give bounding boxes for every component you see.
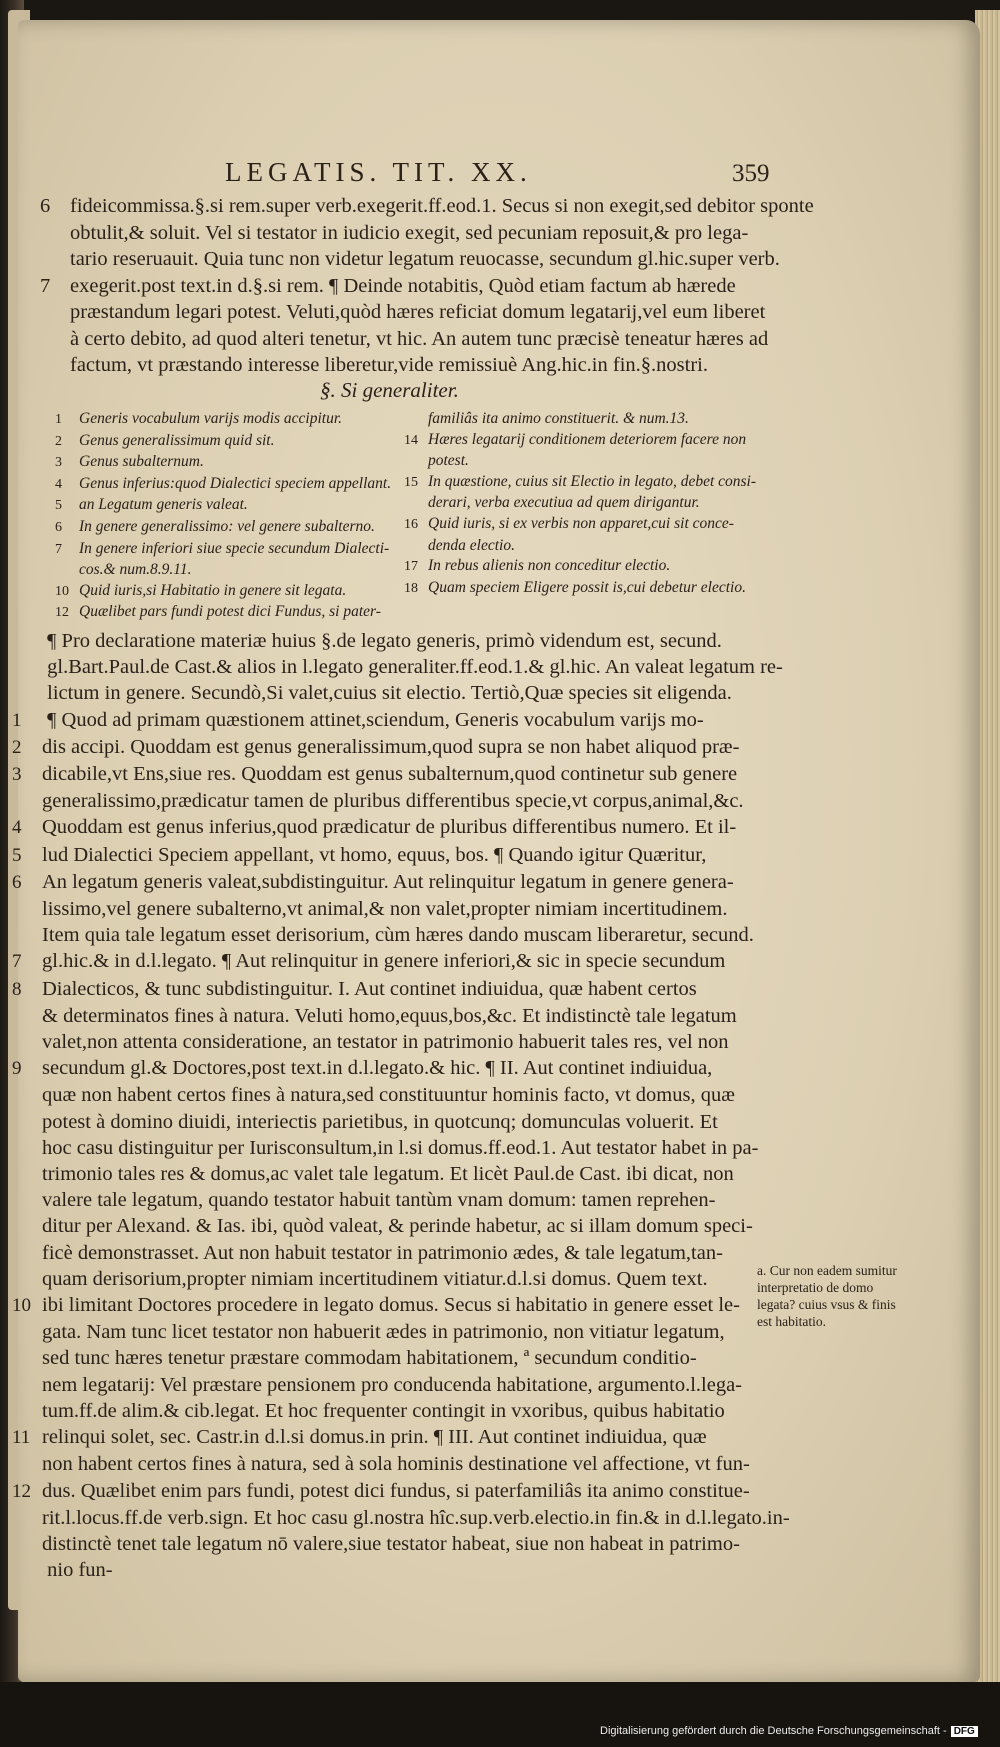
text-line (55, 602, 415, 624)
text-line (40, 273, 770, 300)
line-number: 14 (404, 432, 418, 448)
line-text: Item quia tale legatum esset derisorium, cùm hæres dando muscam liberaretur, secund. (42, 924, 754, 947)
line-text: generalissimo,prædicatur tamen de pluribus differentibus specie,vt corpus,animal,&c. (42, 790, 744, 813)
text-line (55, 560, 415, 581)
text-line (40, 326, 770, 353)
text-line (12, 1451, 792, 1477)
text-line (55, 517, 415, 539)
line-text: In rebus alienis non conceditur electio. (428, 557, 671, 575)
line-number: 1 (12, 709, 22, 731)
line-text: ¶ Pro declaratione materiæ huius §.de legato generis, primò videndum est, secund. (42, 630, 722, 652)
line-text: Quam speciem Eligere possit is,cui debetur electio. (428, 578, 746, 596)
line-text: gata. Nam tunc licet testator non habuerit ædes in patrimonio, non vitiatur legatum, (42, 1321, 725, 1344)
line-text: hoc casu distinguitur per Iurisconsultum,in l.si domus.ff.eod.1. Aut testator habet in pa- (42, 1136, 759, 1159)
text-line (55, 474, 415, 496)
line-text: Generis vocabulum varijs modis accipitur. (79, 410, 343, 427)
text-line (12, 1531, 792, 1557)
line-text: quæ non habent certos fines à natura,sed constituuntur hominis facto, vt domus, quæ (42, 1084, 735, 1107)
line-text: an Legatum generis valeat. (79, 496, 248, 514)
line-text: exegerit.post text.in d.§.si rem. ¶ Deinde notabitis, Quòd etiam factum ab hærede (70, 274, 736, 297)
margin-note: a. Cur non eadem sumitur interpretatio de domo legata? cuius vsus & finis est habitatio. (757, 1263, 897, 1329)
text-line (12, 1187, 792, 1213)
line-text: secundum gl.& Doctores,post text.in d.l.legato.& hic. ¶ II. Aut continet indiuidua, (42, 1057, 713, 1080)
text-line (12, 1398, 792, 1424)
text-line (40, 220, 770, 247)
line-text: Genus inferius:quod Dialectici speciem appellant. (79, 474, 392, 492)
scan-bottom-margin (0, 1682, 1000, 1747)
line-text: ibi limitant Doctores procedere in legato domus. Secus si habitatio in genere esset le- (42, 1294, 740, 1317)
line-text: Genus subalternum. (79, 453, 204, 471)
line-number: 7 (12, 951, 22, 973)
text-line (12, 1213, 792, 1239)
line-text: dicabile,vt Ens,siue res. Quoddam est genus subalternum,quod continetur sub genere (42, 763, 738, 786)
text-line (404, 514, 774, 536)
line-text: relinqui solet, sec. Castr.in d.l.si domus.in prin. ¶ III. Aut continet indiuidua, quæ (42, 1426, 707, 1449)
line-number: 1 (55, 412, 62, 427)
text-line (404, 578, 774, 600)
text-line (12, 1372, 792, 1398)
line-number: 5 (55, 498, 62, 514)
line-text: potest. (428, 452, 469, 470)
line-text: fideicommissa.§.si rem.super verb.exegerit.ff.eod.1. Secus si non exegit,sed debitor sponte (70, 195, 814, 217)
line-number: 5 (12, 844, 22, 866)
text-line (12, 922, 792, 948)
line-text: non habent certos fines à natura, sed à sola hominis destinatione vel affectione, vt fun- (42, 1453, 750, 1476)
line-text: In genere inferiori siue specie secundum Dialecti- (79, 539, 390, 557)
line-text: lud Dialectici Speciem appellant, vt homo, equus, bos. ¶ Quando igitur Quæritur, (42, 843, 707, 866)
line-text: à certo debito, ad quod alteri tenetur, vt hic. An autem tunc præcisè teneatur hæres ad (70, 327, 769, 350)
text-line (404, 556, 774, 578)
line-text: lissimo,vel genere subalterno,vt animal,& non valet,propter nimiam incertitudinem. (42, 898, 728, 921)
line-text: præstandum legari potest. Veluti,quòd hæres reficiat domum legatarij,vel eum liberet (70, 301, 766, 323)
text-line (12, 788, 792, 814)
text-line (12, 654, 792, 680)
line-number: 4 (12, 817, 22, 839)
line-text: nio fun- (42, 1559, 113, 1582)
text-line (12, 1292, 792, 1319)
text-line (12, 1029, 792, 1055)
line-text: In genere generalissimo: vel genere subalterno. (79, 517, 375, 535)
line-text: lictum in genere. Secundò,Si valet,cuius sit electio. Tertiò,Quæ species sit eligenda. (42, 682, 732, 705)
text-line (12, 1003, 792, 1029)
line-number: 12 (12, 1480, 31, 1502)
line-number: 4 (55, 476, 62, 492)
text-line (12, 948, 792, 975)
line-number: 6 (55, 519, 62, 535)
line-number: 7 (55, 541, 62, 557)
text-line (55, 431, 415, 453)
line-text: ¶ Quod ad primam quæstionem attinet,sciendum, Generis vocabulum varijs mo- (42, 708, 704, 731)
line-text: distinctè tenet tale legatum nō valere,siue testator habeat, siue non habeat in patrimo- (42, 1532, 740, 1555)
line-text: Hæres legatarij conditionem deteriorem facere non (428, 430, 747, 448)
text-line (12, 1266, 792, 1292)
text-line (404, 536, 774, 557)
text-line (12, 1345, 792, 1371)
line-text: & determinatos fines à natura. Veluti homo,equus,bos,&c. Et indistinctè tale legatum (42, 1004, 737, 1027)
line-number: 6 (12, 871, 22, 893)
text-line (12, 761, 792, 788)
line-text: factum, vt præstando interesse liberetur,vide remissiuè Ang.hic.in fin.§.nostri. (70, 354, 708, 376)
text-line (12, 680, 792, 706)
text-line (12, 1557, 792, 1583)
text-line (404, 451, 774, 472)
line-text: Quælibet pars fundi potest dici Fundus, si pater- (79, 603, 381, 621)
text-line (55, 495, 415, 517)
line-number: 16 (404, 516, 418, 532)
line-text: Quid iuris, si ex verbis non apparet,cui sit conce- (428, 514, 734, 532)
line-text: Dialecticos, & tunc subdistinguitur. I. Aut continet indiuidua, quæ habent certos (42, 977, 697, 1000)
text-line (55, 409, 415, 431)
line-text: cos.& num.8.9.11. (79, 561, 192, 579)
line-number: 3 (55, 455, 62, 471)
text-line (12, 1135, 792, 1161)
line-text: rit.l.locus.ff.de verb.sign. Et hoc casu gl.nostra hîc.sup.verb.electio.in fin.& in d.l.legato.in- (42, 1506, 790, 1529)
line-number: 8 (12, 978, 22, 1000)
line-text: derari, verba executiua ad quem dirigantur. (428, 494, 700, 512)
text-line (40, 352, 770, 379)
line-text: trimonio tales res & domus,ac valet tale legatum. Et licèt Paul.de Cast. ibi dicat, non (42, 1163, 734, 1186)
line-number: 2 (12, 736, 22, 758)
line-number: 9 (12, 1058, 22, 1080)
line-number: 11 (12, 1427, 31, 1449)
line-text: valere tale legatum, quando testator habuit tantùm vnam domum: tamen reprehen- (42, 1189, 716, 1212)
dfg-logo: DFG (951, 1726, 978, 1737)
text-line (12, 734, 792, 761)
line-text: Genus generalissimum quid sit. (79, 431, 275, 449)
line-text: potest à domino diuidi, interiectis parietibus, in quotcunq; domunculas voluerit. Et (42, 1110, 718, 1133)
text-line (55, 452, 415, 474)
line-number: 10 (12, 1295, 31, 1317)
text-line (12, 1161, 792, 1187)
text-line (55, 539, 415, 561)
text-line (12, 842, 792, 869)
line-number: 3 (12, 764, 22, 786)
text-line (12, 1424, 792, 1451)
main-text (12, 628, 792, 1583)
text-line (404, 472, 774, 494)
line-number: 12 (55, 605, 69, 621)
line-text: obtulit,& soluit. Vel si testator in iudicio exegit, sed pecuniam reposuit,& pro lega- (70, 221, 749, 244)
text-line (12, 1319, 792, 1345)
section-title: §. Si generaliter. (320, 378, 459, 402)
line-text: dus. Quælibet enim pars fundi, potest dici fundus, si paterfamiliâs ita animo constitue- (42, 1479, 750, 1502)
summary-index-left (55, 409, 415, 624)
text-line (40, 246, 780, 273)
line-text: valet,non attenta consideratione, an testator in patrimonio habuerit tales res, vel non (42, 1031, 729, 1054)
line-text: ditur per Alexand. & Ias. ibi, quòd valeat, & perinde habetur, ac si illam domum speci- (42, 1215, 753, 1238)
line-number: 6 (40, 195, 51, 217)
text-line (12, 869, 792, 896)
line-text: nem legatarij: Vel præstare pensionem pro conducenda habitatione, argumento.l.lega- (42, 1373, 743, 1396)
line-number: 18 (404, 580, 418, 596)
line-text: ficè demonstrasset. Aut non habuit testator in patrimonio ædes, & tale legatum,tan- (42, 1241, 723, 1264)
line-number: 15 (404, 474, 418, 490)
text-line (404, 409, 774, 430)
line-text: sed tunc hæres tenetur præstare commodam habitationem, ª secundum conditio- (42, 1347, 697, 1370)
text-line (12, 628, 792, 654)
intro-paragraph (40, 193, 814, 379)
line-text: tum.ff.de alim.& cib.legat. Et hoc frequenter contingit in vxoribus, quibus habitatio (42, 1399, 725, 1422)
line-text: Quoddam est genus inferius,quod prædicatur de pluribus differentibus numero. Et il- (42, 816, 737, 839)
summary-index-right (404, 409, 774, 599)
text-line (40, 299, 770, 326)
text-line (12, 814, 792, 841)
line-text: An legatum generis valeat,subdistinguitur. Aut relinquitur legatum in genere genera- (42, 870, 734, 893)
line-text: dis accipi. Quoddam est genus generalissimum,quod supra se non habet aliquod præ- (42, 735, 740, 758)
line-text: familiâs ita animo constituerit. & num.13. (428, 410, 689, 427)
footer-text: Digitalisierung gefördert durch die Deutsche Forschungsgemeinschaft - (600, 1725, 947, 1737)
text-line (40, 193, 814, 220)
text-line (12, 1478, 792, 1505)
line-text: tario reseruauit. Quia tunc non videtur legatum reuocasse, secundum gl.hic.super verb. (70, 248, 780, 270)
text-line (12, 1055, 792, 1082)
digitization-footer (600, 1725, 978, 1737)
line-number: 10 (55, 583, 69, 599)
text-line (12, 1109, 792, 1135)
line-text: In quæstione, cuius sit Electio in legato, debet consi- (428, 472, 757, 490)
text-line (12, 707, 792, 734)
text-line (404, 430, 774, 452)
line-text: denda electio. (428, 536, 515, 554)
text-line (12, 1082, 792, 1108)
line-text: gl.hic.& in d.l.legato. ¶ Aut relinquitur in genere inferiori,& sic in specie secundum (42, 950, 726, 973)
page-number: 359 (732, 160, 770, 187)
line-text: quam derisorium,propter nimiam incertitudinem vitiatur.d.l.si domus. Quem text. (42, 1267, 708, 1290)
line-text: gl.Bart.Paul.de Cast.& alios in l.legato generaliter.ff.eod.1.& gl.hic. An valeat legatum re- (42, 656, 783, 679)
running-title: LEGATIS. TIT. XX. (225, 157, 532, 187)
line-number: 2 (55, 433, 62, 449)
text-line (404, 493, 774, 514)
line-text: Quid iuris,si Habitatio in genere sit legata. (79, 581, 347, 599)
line-number: 7 (40, 274, 51, 297)
text-line (55, 581, 415, 603)
text-line (12, 896, 792, 922)
text-line (12, 1505, 792, 1531)
text-line (12, 1240, 792, 1266)
text-line (12, 976, 792, 1003)
line-number: 17 (404, 559, 418, 575)
